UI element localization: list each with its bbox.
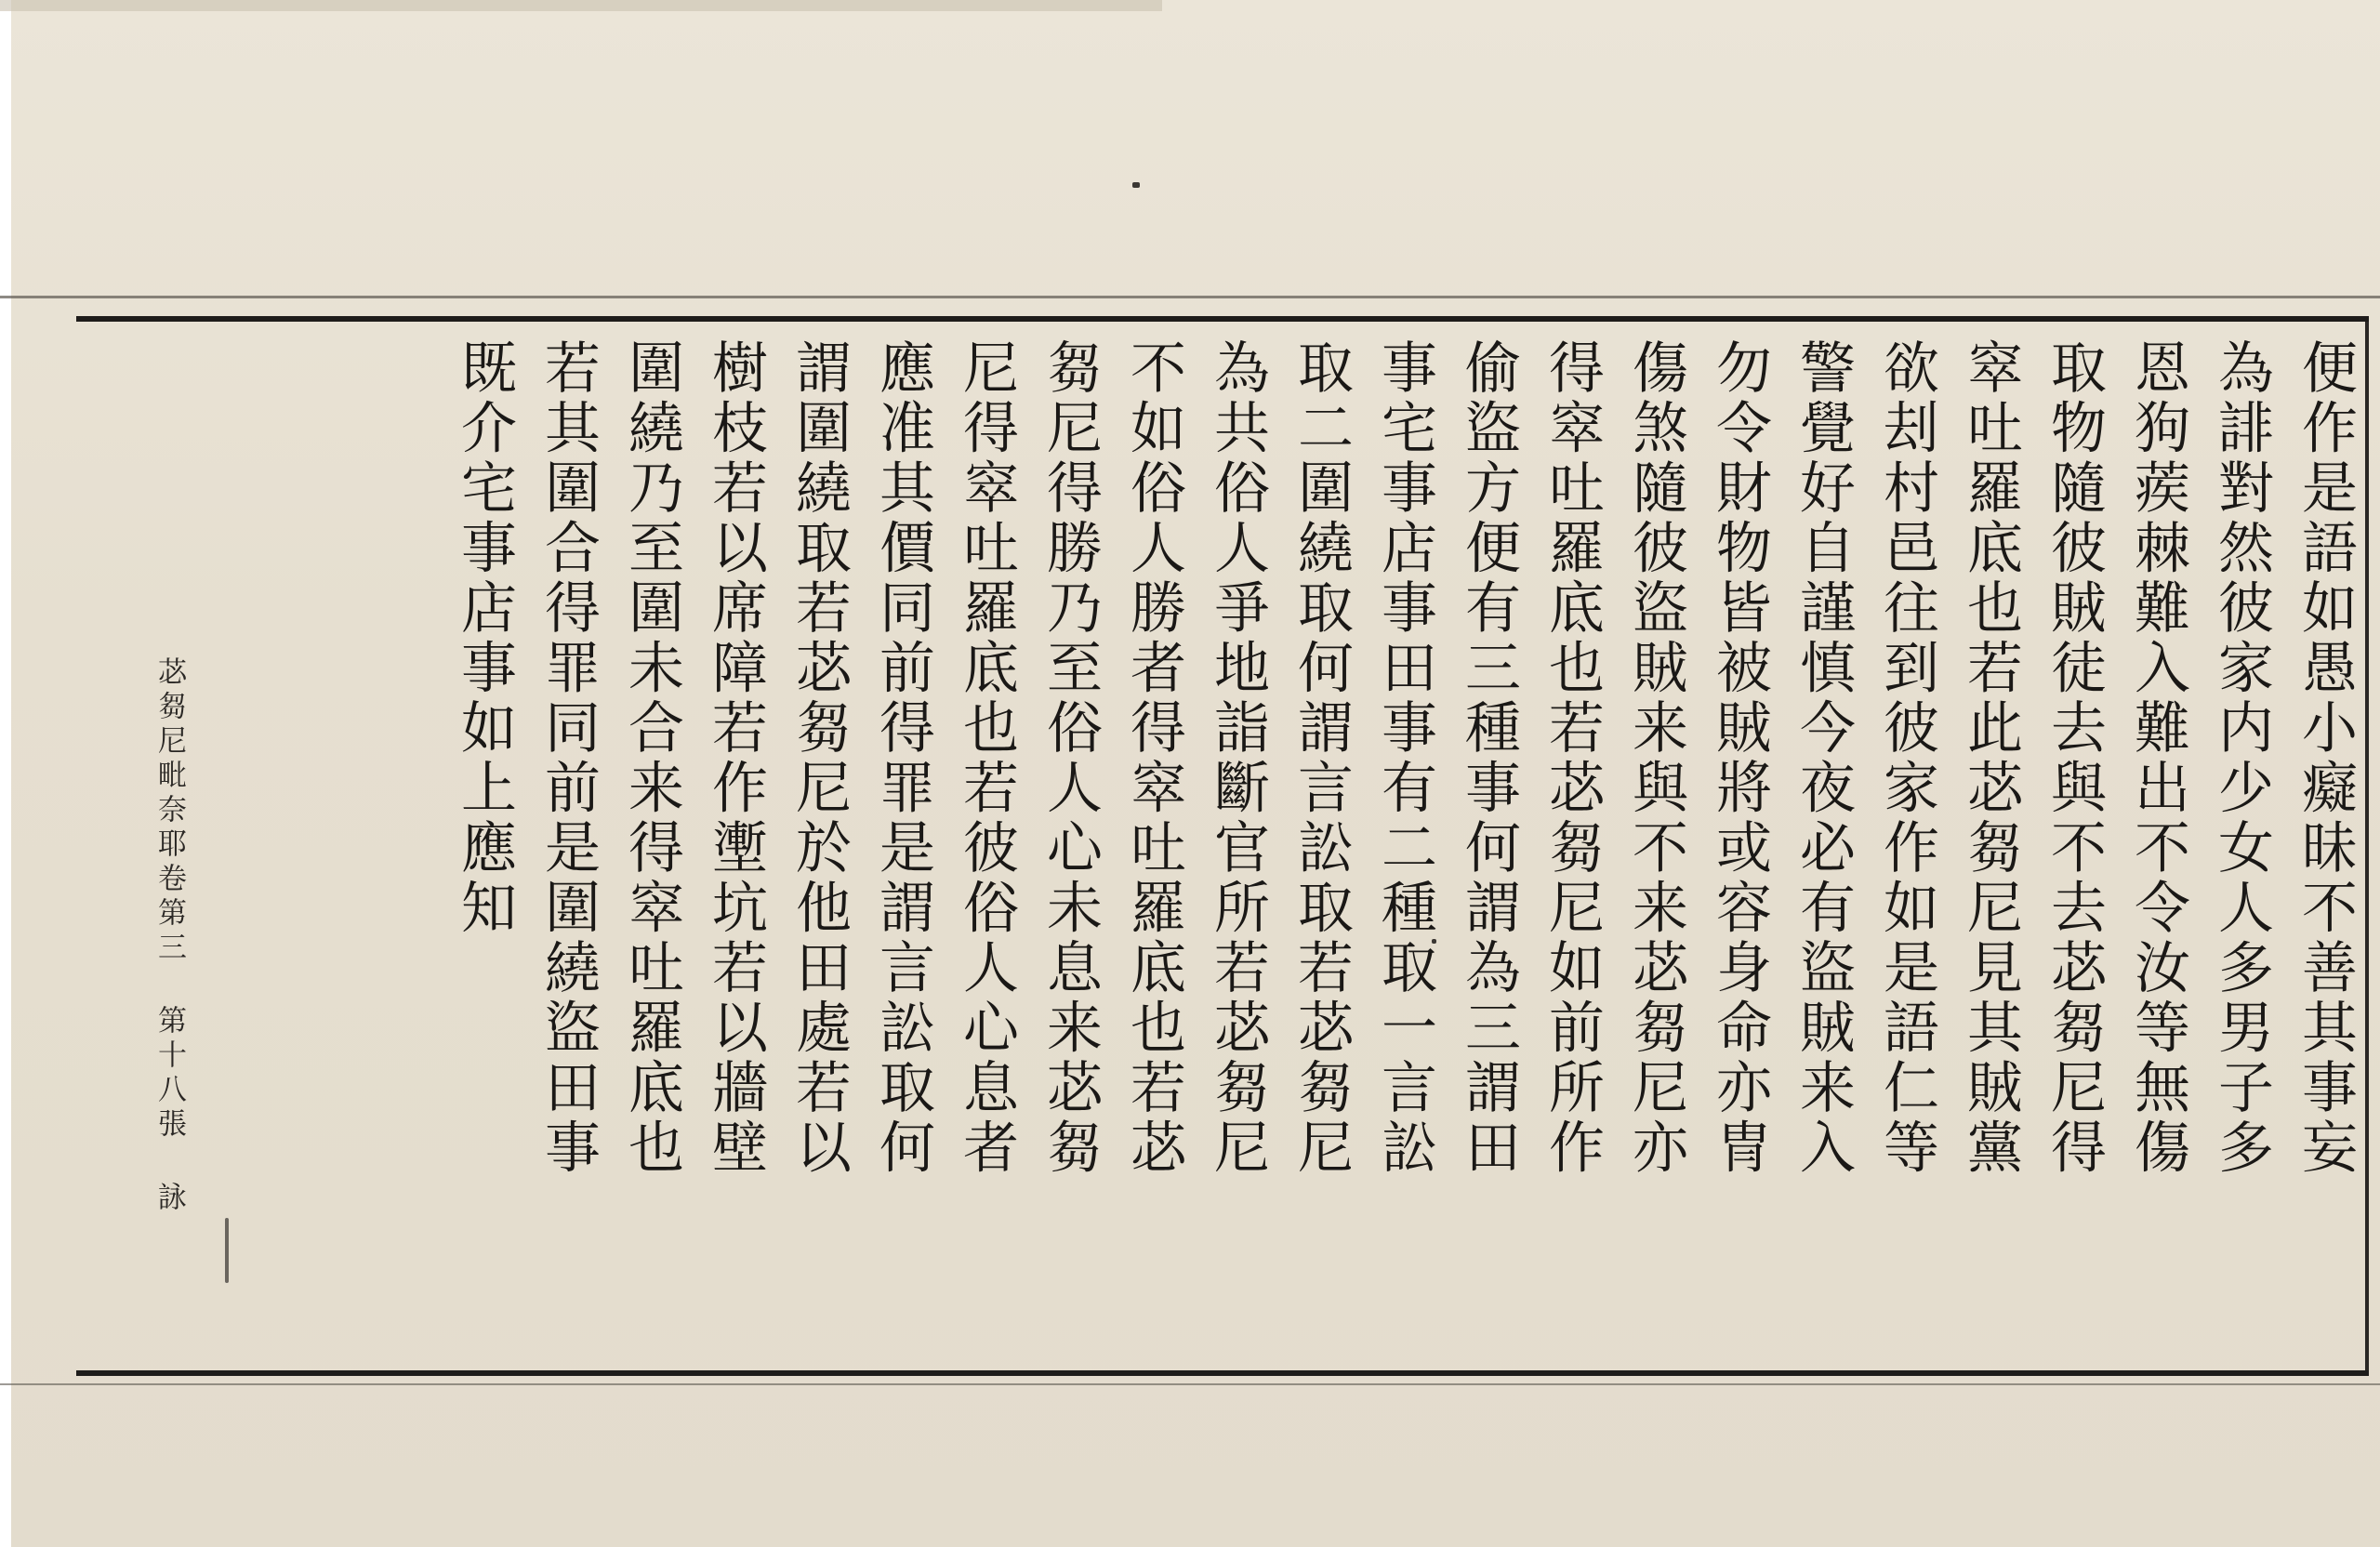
text-column-13: 取二圍繞取何謂言訟取若苾芻尼 bbox=[1289, 338, 1354, 1178]
text-column-23: 既介宅事店事如上應知 bbox=[452, 338, 517, 938]
text-column-14: 為共俗人爭地詣斷官所若苾芻尼 bbox=[1205, 338, 1270, 1178]
text-column-11: 偷盜方便有三種事何謂為三謂田 bbox=[1456, 338, 1521, 1178]
text-block-frame bbox=[76, 316, 2369, 1376]
text-column-1: 便作是語如愚小癡昧不善其事妄 bbox=[2293, 338, 2358, 1178]
text-column-20: 樹枝若以席障若作壍坑若以牆壁 bbox=[703, 338, 768, 1178]
text-column-10: 得窣吐羅底也若苾芻尼如前所作 bbox=[1540, 338, 1605, 1178]
text-column-4: 取物隨彼賊徒去與不去苾芻尼得 bbox=[2042, 338, 2107, 1178]
text-column-9: 傷煞隨彼盜賊来與不来苾芻尼亦 bbox=[1623, 338, 1688, 1178]
text-column-7: 警覺好自謹慎今夜必有盜賊来入 bbox=[1791, 338, 1856, 1178]
scan-edge bbox=[0, 0, 11, 1547]
text-column-2: 為誹對然彼家内少女人多男子多 bbox=[2209, 338, 2274, 1178]
margin-note: 苾芻尼毗奈耶卷第三 第十八張 詠 bbox=[152, 656, 186, 1216]
text-column-19: 謂圍繞取若苾芻尼於他田處若以 bbox=[787, 338, 852, 1178]
text-column-18: 應准其價同前得罪是謂言訟取何 bbox=[870, 338, 935, 1178]
text-column-16: 芻尼得勝乃至俗人心未息来苾芻 bbox=[1038, 338, 1103, 1178]
text-column-3: 恩狗蒺棘難入難出不令汝等無傷 bbox=[2125, 338, 2190, 1178]
frame-right-rule bbox=[2365, 322, 2369, 1370]
top-fold-shadow bbox=[0, 0, 1162, 11]
text-column-22: 若其圍合得罪同前是圍繞盜田事 bbox=[536, 338, 601, 1178]
text-column-21: 圍繞乃至圍未合来得窣吐羅底也 bbox=[619, 338, 684, 1178]
ink-speck bbox=[1132, 182, 1140, 188]
text-column-12: 事宅事店事田事有二種取一言訟 bbox=[1372, 338, 1437, 1178]
text-column-17: 尼得窣吐羅底也若彼俗人心息者 bbox=[954, 338, 1019, 1178]
text-column-15: 不如俗人勝者得窣吐羅底也若苾 bbox=[1121, 338, 1186, 1178]
text-column-5: 窣吐羅底也若此苾芻尼見其賊黨 bbox=[1958, 338, 2023, 1178]
upper-printing-edge bbox=[0, 296, 2380, 298]
lower-printing-edge bbox=[0, 1383, 2380, 1385]
text-column-6: 欲刦村邑往到彼家作如是語仁等 bbox=[1874, 338, 1939, 1178]
text-column-8: 勿令財物皆被賊將或容身命亦冑 bbox=[1707, 338, 1772, 1178]
